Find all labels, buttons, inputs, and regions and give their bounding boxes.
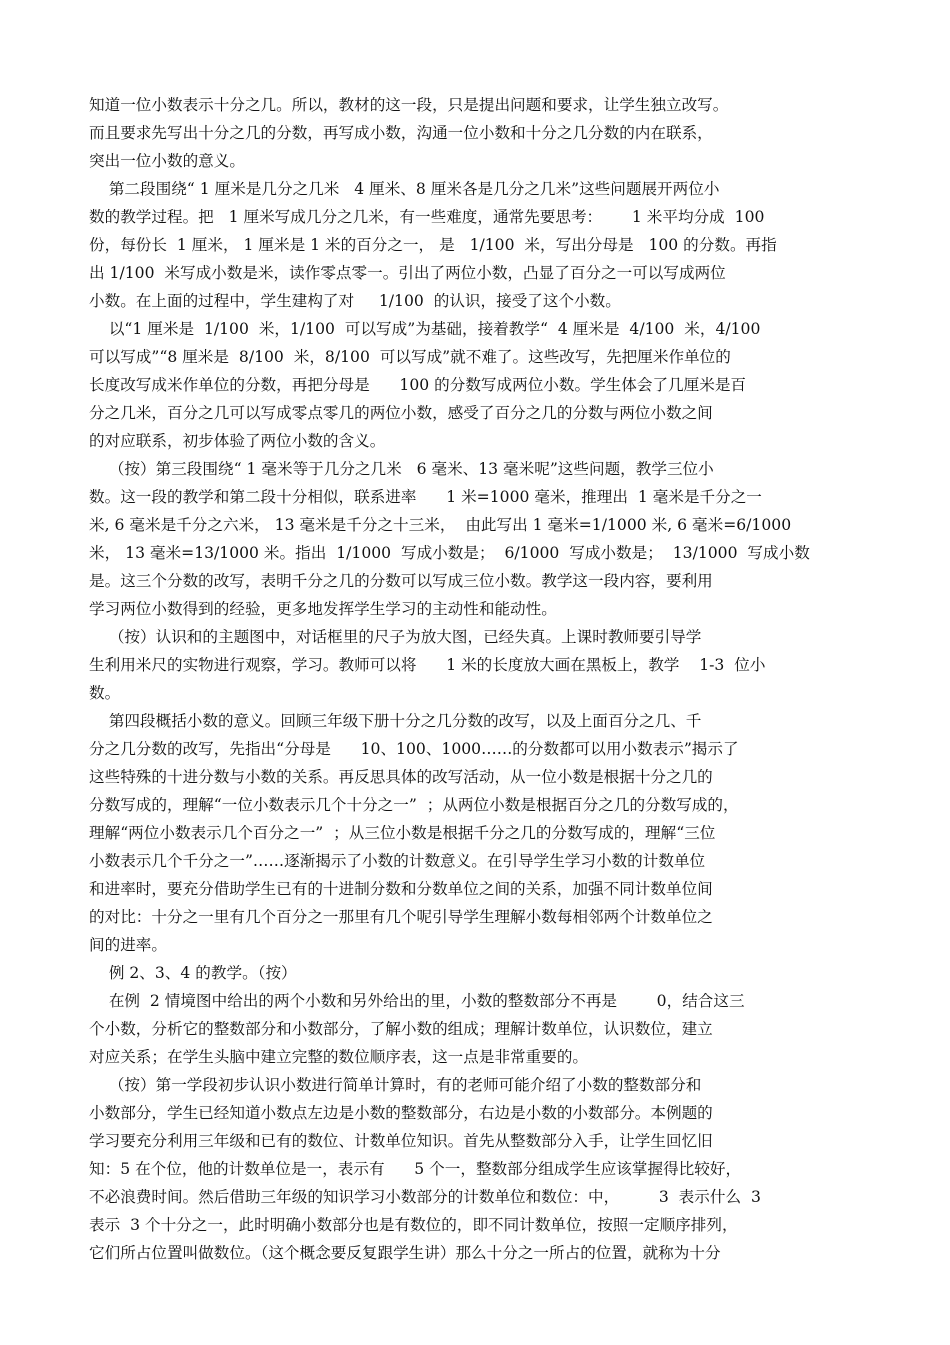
- text-line-32: 例 2、3、4 的教学。（按）: [89, 964, 297, 982]
- text-line-33: 在例 2 情境图中给出的两个小数和另外给出的里，小数的整数部分不再是 0，结合这三: [89, 992, 745, 1010]
- text-line-15: 数。这一段的教学和第二段十分相似，联系进率 1 米=1000 毫米，推理出 1 毫米是千分之一: [89, 488, 762, 506]
- text-line-17: 米， 13 毫米=13/1000 米。指出 1/1000 写成小数是； 6/1000 写成小数是； 13/1000 写成小数: [89, 544, 810, 562]
- text-line-16: 米, 6 毫米是千分之六米， 13 毫米是千分之十三米， 由此写出 1 毫米=1/1000 米, 6 毫米=6/1000: [89, 516, 792, 534]
- text-line-10: 可以写成”“8 厘米是 8/100 米，8/100 可以写成”就不难了。这些改写，先把厘米作单位的: [89, 348, 731, 366]
- text-line-23: 第四段概括小数的意义。回顾三年级下册十分之几分数的改写，以及上面百分之几、千: [89, 712, 702, 730]
- text-line-26: 分数写成的，理解“一位小数表示几个十分之一” ；从两位小数是根据百分之几的分数写成的，: [89, 796, 739, 814]
- text-line-37: 小数部分，学生已经知道小数点左边是小数的整数部分，右边是小数的小数部分。本例题的: [89, 1104, 713, 1122]
- text-line-18: 是。这三个分数的改写，表明千分之几的分数可以写成三位小数。教学这一段内容，要利用: [89, 572, 713, 590]
- text-line-29: 和进率时，要充分借助学生已有的十进制分数和分数单位之间的关系，加强不同计数单位间: [89, 880, 713, 898]
- text-line-21: 生利用米尺的实物进行观察，学习。教师可以将 1 米的长度放大画在黑板上，教学 1-3 位小: [89, 656, 766, 674]
- text-line-31: 间的进率。: [89, 936, 167, 954]
- text-line-20: （按）认识和的主题图中，对话框里的尺子为放大图，已经失真。上课时教师要引导学: [89, 628, 702, 646]
- text-line-25: 这些特殊的十进分数与小数的关系。再反思具体的改写活动，从一位小数是根据十分之几的: [89, 768, 713, 786]
- text-line-12: 分之几米，百分之几可以写成零点零几的两位小数，感受了百分之几的分数与两位小数之间: [89, 404, 713, 422]
- text-line-30: 的对比：十分之一里有几个百分之一那里有几个呢引导学生理解小数每相邻两个计数单位之: [89, 908, 713, 926]
- text-line-8: 小数。在上面的过程中，学生建构了对 1/100 的认识，接受了这个小数。: [89, 292, 621, 310]
- text-line-14: （按）第三段围绕“ 1 毫米等于几分之几米 6 毫米、13 毫米呢”这些问题，教学三位小: [89, 460, 714, 478]
- text-line-40: 不必浪费时间。然后借助三年级的知识学习小数部分的计数单位和数位：中， 3 表示什么 3: [89, 1188, 761, 1206]
- text-line-3: 突出一位小数的意义。: [89, 152, 245, 170]
- text-line-27: 理解“两位小数表示几个百分之一” ；从三位小数是根据千分之几的分数写成的，理解“三位: [89, 824, 716, 842]
- text-line-35: 对应关系；在学生头脑中建立完整的数位顺序表，这一点是非常重要的。: [89, 1048, 589, 1066]
- text-line-13: 的对应联系，初步体验了两位小数的含义。: [89, 432, 386, 450]
- text-line-28: 小数表示几个千分之一”……逐渐揭示了小数的计数意义。在引导学生学习小数的计数单位: [89, 852, 706, 870]
- text-line-6: 份，每份长 1 厘米， 1 厘米是 1 米的百分之一， 是 1/100 米，写出分母是 100 的分数。再指: [89, 236, 777, 254]
- text-line-36: （按）第一学段初步认识小数进行简单计算时，有的老师可能介绍了小数的整数部分和: [89, 1076, 702, 1094]
- text-line-1: 知道一位小数表示十分之几。所以，教材的这一段，只是提出问题和要求，让学生独立改写。: [89, 96, 729, 114]
- text-line-5: 数的教学过程。把 1 厘米写成几分之几米，有一些难度，通常先要思考： 1 米平均分成 100: [89, 208, 765, 226]
- text-line-9: 以“1 厘米是 1/100 米，1/100 可以写成”为基础，接着教学“ 4 厘米是 4/100 米，4/100: [89, 320, 761, 338]
- text-line-2: 而且要求先写出十分之几的分数，再写成小数，沟通一位小数和十分之几分数的内在联系，: [89, 124, 713, 142]
- text-line-39: 知：5 在个位，他的计数单位是一，表示有 5 个一，整数部分组成学生应该掌握得比较好，: [89, 1160, 742, 1178]
- text-line-11: 长度改写成米作单位的分数，再把分母是 100 的分数写成两位小数。学生体会了几厘米是百: [89, 376, 747, 394]
- text-line-34: 个小数，分析它的整数部分和小数部分，了解小数的组成；理解计数单位，认识数位，建立: [89, 1020, 713, 1038]
- text-line-4: 第二段围绕“ 1 厘米是几分之几米 4 厘米、8 厘米各是几分之几米”这些问题展开两位小: [89, 180, 720, 198]
- text-line-42: 它们所占位置叫做数位。（这个概念要反复跟学生讲）那么十分之一所占的位置，就称为十分: [89, 1244, 721, 1262]
- text-line-24: 分之几分数的改写，先指出“分母是 10、100、1000……的分数都可以用小数表示”揭示了: [89, 740, 739, 758]
- text-line-38: 学习要充分利用三年级和已有的数位、计数单位知识。首先从整数部分入手，让学生回忆旧: [89, 1132, 713, 1150]
- text-line-22: 数。: [89, 684, 121, 702]
- text-line-7: 出 1/100 米写成小数是米，读作零点零一。引出了两位小数，凸显了百分之一可以写成两位: [89, 264, 726, 282]
- text-line-19: 学习两位小数得到的经验，更多地发挥学生学习的主动性和能动性。: [89, 600, 557, 618]
- text-line-41: 表示 3 个十分之一，此时明确小数部分也是有数位的，即不同计数单位，按照一定顺序排列，: [89, 1216, 738, 1234]
